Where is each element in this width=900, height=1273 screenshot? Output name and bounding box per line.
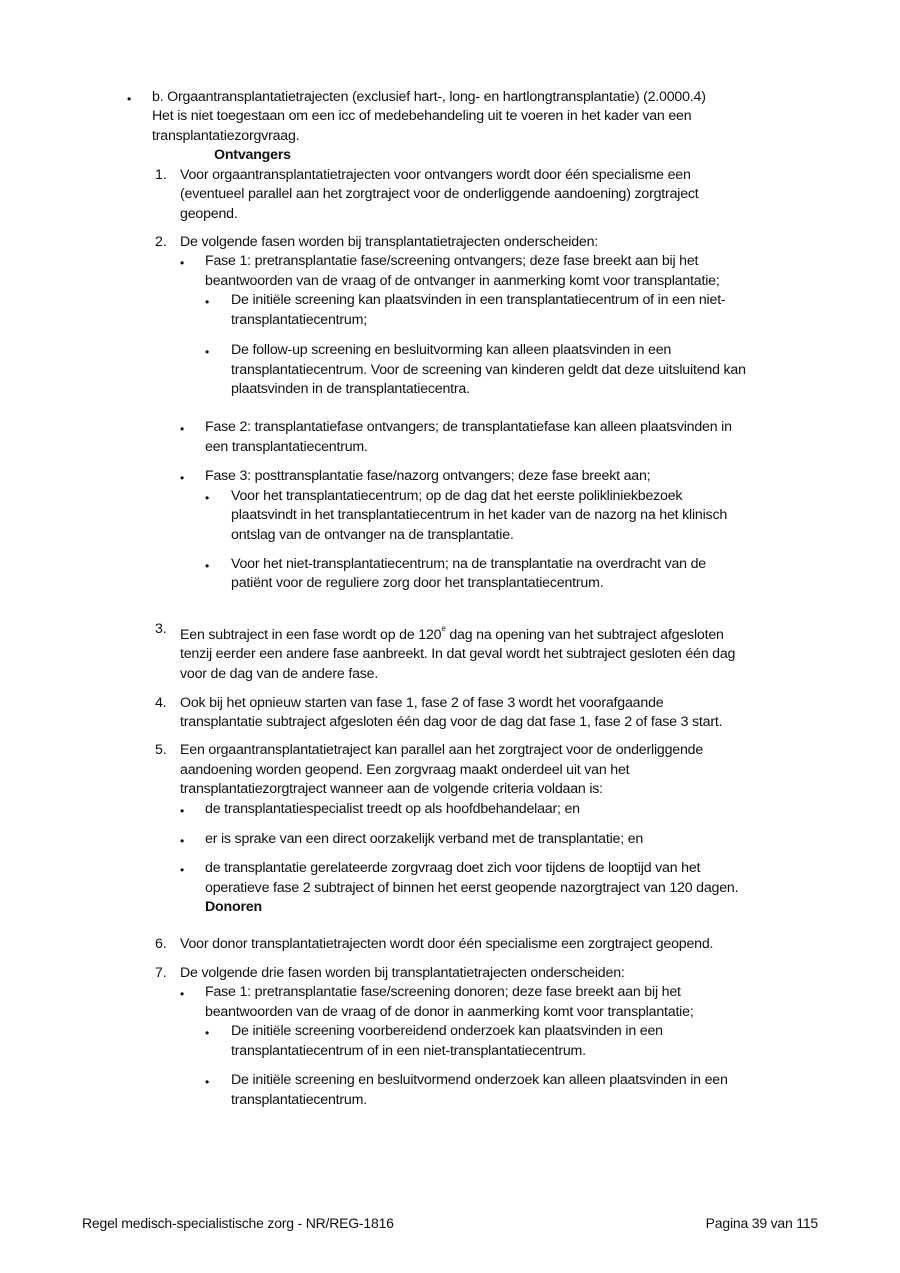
- heading-ontvangers: Ontvangers: [214, 147, 291, 163]
- list-item-text: De volgende drie fasen worden bij transplantatietrajecten onderscheiden:: [180, 965, 625, 981]
- list-number: 7.: [155, 965, 167, 981]
- footer-page-number: Pagina 39 van 115: [705, 1215, 818, 1231]
- sub-item-text: Fase 3: posttransplantatie fase/nazorg ontvangers; deze fase breekt aan;: [205, 468, 651, 484]
- sub-item-text: Fase 1: pretransplantatie fase/screening donoren; deze fase breekt aan bij het: [205, 984, 681, 1000]
- sub-sub-item-text: Voor het niet-transplantatiecentrum; na de transplantatie na overdracht van de: [231, 556, 706, 572]
- footer-document-title: Regel medisch-specialistische zorg - NR/REG-1816: [82, 1215, 394, 1231]
- section-title: b. Orgaantransplantatietrajecten (exclusief hart-, long- en hartlongtransplantatie) (2.0000.4): [152, 89, 706, 105]
- list-item-text: Een orgaantransplantatietraject kan parallel aan het zorgtraject voor de onderliggende: [180, 742, 704, 758]
- bullet-marker: •: [127, 92, 132, 106]
- list-item-text: De volgende fasen worden bij transplantatietrajecten onderscheiden:: [180, 234, 599, 250]
- sub-sub-item-text: ontslag van de ontvanger na de transplantatie.: [231, 527, 514, 543]
- text-part: Een subtraject in een fase wordt op de 120: [180, 627, 442, 643]
- sub-sub-item-text: De initiële screening kan plaatsvinden in een transplantatiecentrum of in een niet-: [231, 292, 726, 308]
- sub-sub-item-text: De initiële screening en besluitvormend onderzoek kan alleen plaatsvinden in een: [231, 1072, 728, 1088]
- intro-text: Het is niet toegestaan om een icc of medebehandeling uit te voeren in het kader van een: [152, 108, 692, 124]
- sub-sub-item-text: plaatsvindt in het transplantatiecentrum in het kader van de nazorg na het klinisch: [231, 507, 728, 523]
- list-item-text: geopend.: [180, 206, 238, 222]
- sub-item-text: beantwoorden van de vraag of de donor in aanmerking komt voor transplantatie;: [205, 1004, 694, 1020]
- intro-text: transplantatiezorgvraag.: [152, 128, 300, 144]
- bullet-marker: •: [180, 471, 185, 485]
- sub-item-text: er is sprake van een direct oorzakelijk verband met de transplantatie; en: [205, 831, 644, 847]
- sub-item-text: operatieve fase 2 subtraject of binnen het eerst geopende nazorgtraject van 120 dagen.: [205, 880, 739, 896]
- text-part: dag na opening van het subtraject afgesloten: [445, 627, 724, 643]
- sub-item-text: de transplantatie gerelateerde zorgvraag doet zich voor tijdens de looptijd van het: [205, 860, 701, 876]
- bullet-marker: •: [205, 1026, 210, 1040]
- bullet-marker: •: [180, 422, 185, 436]
- list-number: 2.: [155, 234, 167, 250]
- list-number: 6.: [155, 936, 167, 952]
- list-item-text: [180, 626, 724, 646]
- list-item-text: transplantatiezorgtraject wanneer aan de volgende criteria voldaan is:: [180, 781, 603, 797]
- list-item-text: Voor donor transplantatietrajecten wordt door één specialisme een zorgtraject geopend.: [180, 936, 714, 952]
- list-number: 4.: [155, 695, 167, 711]
- sub-item-text: een transplantatiecentrum.: [205, 439, 368, 455]
- sub-item-text: Fase 2: transplantatiefase ontvangers; de transplantatiefase kan alleen plaatsvinden in: [205, 419, 732, 435]
- list-number: 3.: [155, 621, 167, 637]
- sub-item-text: beantwoorden van de vraag of de ontvanger in aanmerking komt voor transplantatie;: [205, 273, 720, 289]
- bullet-marker: •: [180, 256, 185, 270]
- sub-sub-item-text: De follow-up screening en besluitvorming kan alleen plaatsvinden in een: [231, 342, 672, 358]
- superscript: e: [441, 624, 446, 634]
- bullet-marker: •: [205, 345, 210, 359]
- sub-sub-item-text: De initiële screening voorbereidend onderzoek kan plaatsvinden in een: [231, 1023, 663, 1039]
- bullet-marker: •: [205, 295, 210, 309]
- list-number: 5.: [155, 742, 167, 758]
- list-item-text: voor de dag van de andere fase.: [180, 666, 379, 682]
- list-item-text: (eventueel parallel aan het zorgtraject voor de onderliggende aandoening) zorgtraject: [180, 186, 699, 202]
- list-item-text: Ook bij het opnieuw starten van fase 1, fase 2 of fase 3 wordt het voorafgaande: [180, 695, 664, 711]
- sub-sub-item-text: transplantatiecentrum. Voor de screening van kinderen geldt dat deze uitsluitend kan: [231, 362, 746, 378]
- list-item-text: tenzij eerder een andere fase aanbreekt. In dat geval wordt het subtraject gesloten één dag: [180, 646, 736, 662]
- sub-item-text: de transplantatiespecialist treedt op als hoofdbehandelaar; en: [205, 801, 580, 817]
- bullet-marker: •: [180, 987, 185, 1001]
- list-item-text: Voor orgaantransplantatietrajecten voor ontvangers wordt door één specialisme een: [180, 167, 691, 183]
- bullet-marker: •: [205, 491, 210, 505]
- sub-item-text: Fase 1: pretransplantatie fase/screening ontvangers; deze fase breekt aan bij het: [205, 253, 699, 269]
- bullet-marker: •: [205, 559, 210, 573]
- sub-sub-item-text: transplantatiecentrum;: [231, 312, 367, 328]
- sub-sub-item-text: transplantatiecentrum of in een niet-transplantatiecentrum.: [231, 1043, 586, 1059]
- list-item-text: transplantatie subtraject afgesloten één dag voor de dag dat fase 1, fase 2 of fase 3 start.: [180, 714, 723, 730]
- list-item-text: aandoening worden geopend. Een zorgvraag maakt onderdeel uit van het: [180, 762, 630, 778]
- heading-donoren: Donoren: [205, 899, 262, 915]
- list-number: 1.: [155, 167, 167, 183]
- bullet-marker: •: [205, 1075, 210, 1089]
- bullet-marker: •: [180, 863, 185, 877]
- sub-sub-item-text: plaatsvinden in de transplantatiecentra.: [231, 381, 470, 397]
- sub-sub-item-text: Voor het transplantatiecentrum; op de dag dat het eerste polikliniekbezoek: [231, 488, 683, 504]
- sub-sub-item-text: patiënt voor de reguliere zorg door het transplantatiecentrum.: [231, 575, 604, 591]
- sub-sub-item-text: transplantatiecentrum.: [231, 1092, 367, 1108]
- bullet-marker: •: [180, 834, 185, 848]
- bullet-marker: •: [180, 804, 185, 818]
